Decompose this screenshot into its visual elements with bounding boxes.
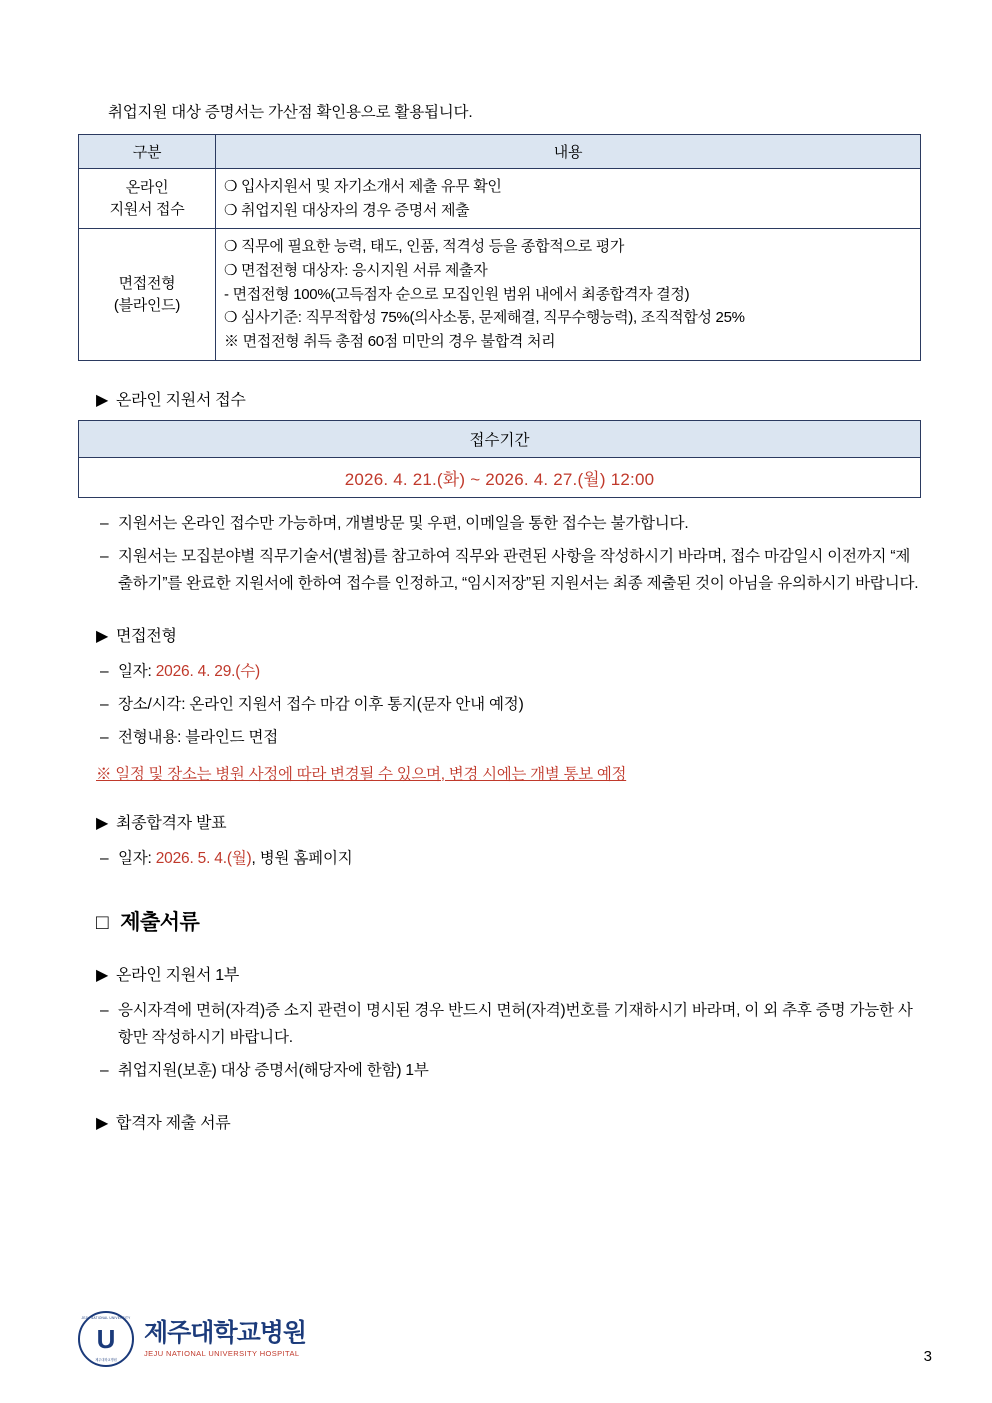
list-item-place: – 장소/시각: 온라인 지원서 접수 마감 이후 통지(문자 안내 예정): [100, 691, 922, 718]
application-period-table: [78, 420, 921, 498]
logo-wordmark: [144, 1320, 306, 1357]
content-item: ❍ 입사지원서 및 자기소개서 제출 유무 확인: [224, 178, 502, 195]
content-item: ❍ 직무에 필요한 능력, 태도, 인품, 적격성 등을 종합적으로 평가: [224, 238, 625, 256]
table-header-division: 구분: [79, 135, 216, 169]
row-content-online: [216, 169, 921, 229]
list-item: – 지원서는 모집분야별 직무기술서(별첨)를 참고하여 직무와 관련된 사항을 작성하시기 바라며, 접수 마감일시 이전까지 “제출하기”를 완료한 지원서에 한하여 접수를 인정하고, “임시저장”된 지원서는 최종 제출된 것이 아님을 유의하시기 바랍니다.: [100, 543, 922, 597]
page-footer: [78, 1311, 932, 1371]
division-line-1: 면접전형: [118, 274, 176, 292]
content-item: ※ 면접전형 취득 총점 60점 미만의 경우 불합격 처리: [224, 333, 556, 351]
heading-text: 면접전형: [116, 628, 177, 646]
content-item: ❍ 면접전형 대상자: 응시지원 서류 제출자: [224, 262, 488, 280]
list-item: – 지원서는 온라인 접수만 가능하며, 개별방문 및 우편, 이메일을 통한 접수는 불가합니다.: [100, 510, 922, 537]
hospital-logo: [78, 1311, 932, 1367]
table-header-content: 내용: [216, 135, 921, 169]
list-item: – 응시자격에 면허(자격)증 소지 관련이 명시된 경우 반드시 면허(자격)번호를 기재하시기 바라며, 이 외 추후 증명 가능한 사항만 작성하시기 바랍니다.: [100, 997, 922, 1051]
seal-ring-top-text: JEJU NATIONAL UNIVERSITY: [81, 1316, 131, 1320]
hospital-seal-icon: [78, 1311, 134, 1367]
heading-interview: [96, 623, 922, 646]
arrow-icon: ▶: [96, 391, 109, 409]
page-number: 3: [923, 1348, 932, 1365]
period-value-row: [79, 457, 921, 497]
arrow-icon: ▶: [96, 814, 109, 832]
logo-name-ko: 제주대학교병원: [144, 1319, 307, 1348]
row-division-online: [79, 169, 216, 229]
heading-online-application: [96, 387, 922, 410]
section-heading-text: 제출서류: [120, 910, 200, 934]
arrow-icon: ▶: [96, 628, 109, 646]
list-item-date: [100, 658, 922, 685]
heading-text: 합격자 제출 서류: [116, 1115, 231, 1133]
list-item: – 취업지원(보훈) 대상 증명서(해당자에 한함) 1부: [100, 1057, 922, 1084]
heading-final-result: [96, 810, 922, 833]
documents-notes: [78, 997, 922, 1084]
date-value: 2026. 5. 4.(월): [155, 849, 252, 867]
heading-text: 온라인 지원서 접수: [116, 391, 246, 409]
list-item-date: [100, 845, 922, 872]
interview-details: [78, 658, 922, 751]
square-box-icon: □: [96, 910, 109, 934]
table-row: [79, 169, 921, 229]
period-header: 접수기간: [79, 420, 921, 457]
period-value-cell: [79, 457, 921, 497]
interview-warning: ※ 일정 및 장소는 병원 사정에 따라 변경될 수 있으며, 변경 시에는 개별 통보 예정: [96, 765, 627, 783]
content-item: ❍ 심사기준: 직무적합성 75%(의사소통, 문제해결, 직무수행능력), 조직적합성 25%: [224, 309, 745, 327]
intro-note: 취업지원 대상 증명서는 가산점 확인용으로 활용됩니다.: [108, 104, 473, 121]
online-application-notes: [78, 510, 922, 597]
arrow-icon: ▶: [96, 1115, 109, 1133]
content-item: ❍ 취업지원 대상자의 경우 증명서 제출: [224, 201, 470, 219]
table-row: [79, 229, 921, 360]
period-header-row: [79, 420, 921, 457]
content-item: - 면접전형 100%(고득점자 순으로 모집인원 범위 내에서 최종합격자 결정): [224, 285, 690, 303]
arrow-icon: ▶: [96, 966, 109, 984]
date-suffix: , 병원 홈페이지: [251, 849, 353, 867]
list-item-content: – 전형내용: 블라인드 면접: [100, 724, 922, 751]
date-label: 일자:: [118, 849, 152, 867]
heading-online-application-copy: [96, 962, 922, 985]
section-heading-documents: [96, 906, 922, 936]
screening-table: [78, 134, 921, 361]
date-label: 일자:: [118, 663, 152, 681]
row-content-interview: [216, 229, 921, 360]
seal-ring-bottom-text: 제주대학교병원: [95, 1358, 117, 1362]
division-line-1: 온라인: [125, 178, 169, 196]
final-result-details: [78, 845, 922, 872]
heading-text: 온라인 지원서 1부: [116, 966, 239, 984]
row-division-interview: [79, 229, 216, 360]
period-value: 2026. 4. 21.(화) ~ 2026. 4. 27.(월) 12:00: [344, 469, 655, 489]
table-header-row: [79, 135, 921, 169]
division-line-2: (블라인드): [113, 296, 181, 314]
logo-name-en: JEJU NATIONAL UNIVERSITY HOSPITAL: [144, 1348, 300, 1358]
seal-letter: U: [96, 1324, 116, 1354]
division-line-2: 지원서 접수: [109, 200, 185, 218]
heading-successful-applicant-documents: [96, 1110, 922, 1133]
date-value: 2026. 4. 29.(수): [155, 663, 260, 681]
heading-text: 최종합격자 발표: [116, 814, 227, 832]
